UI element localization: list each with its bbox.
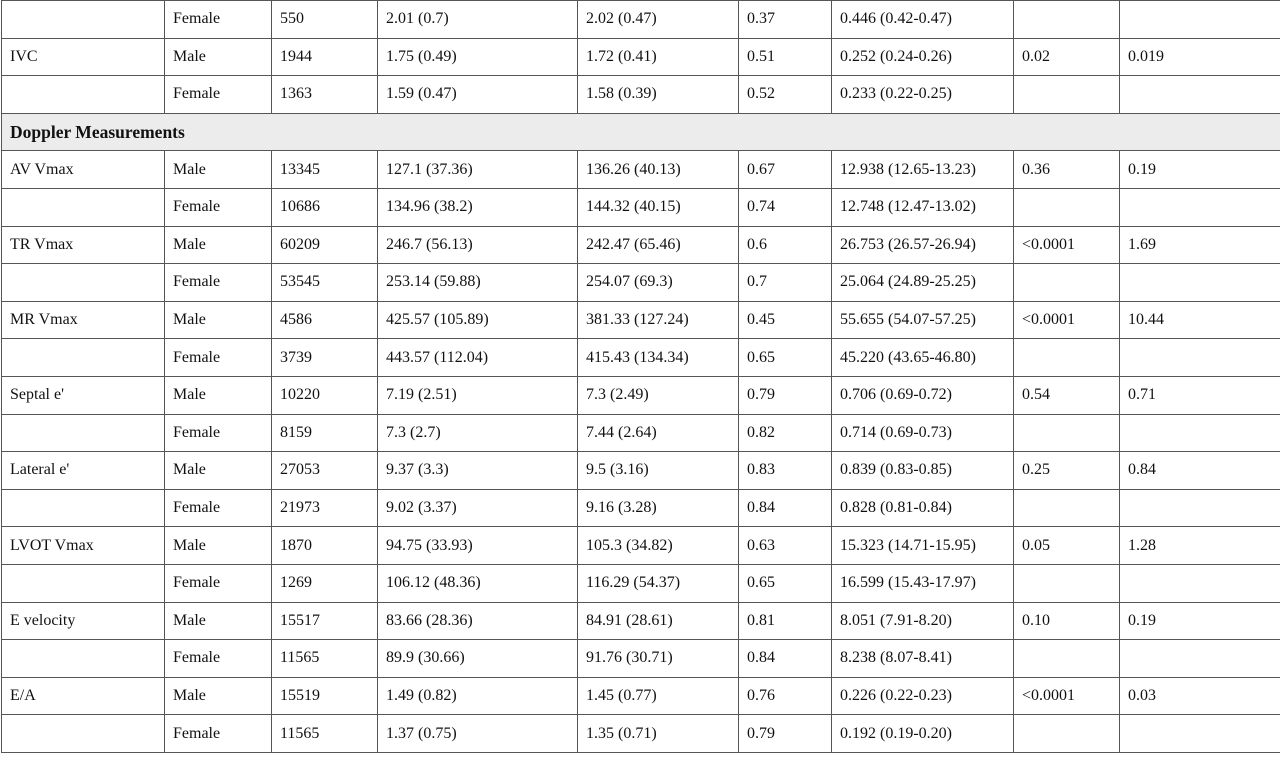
estimate-ci-cell: 55.655 (54.07-57.25) — [832, 301, 1014, 339]
measure-cell — [2, 188, 165, 226]
value-a-cell: 106.12 (48.36) — [378, 564, 578, 602]
value-b-cell: 1.72 (0.41) — [578, 38, 739, 76]
difference-cell: 0.019 — [1120, 38, 1280, 76]
difference-cell — [1120, 76, 1280, 114]
difference-cell: 10.44 — [1120, 301, 1280, 339]
sex-cell: Male — [165, 452, 272, 490]
difference-cell: 0.03 — [1120, 677, 1280, 715]
p-value-cell: 0.36 — [1014, 151, 1120, 189]
value-b-cell: 242.47 (65.46) — [578, 226, 739, 264]
p-value-cell: 0.25 — [1014, 452, 1120, 490]
value-b-cell: 7.3 (2.49) — [578, 376, 739, 414]
estimate-ci-cell: 26.753 (26.57-26.94) — [832, 226, 1014, 264]
estimate-ci-cell: 12.938 (12.65-13.23) — [832, 151, 1014, 189]
difference-cell: 0.19 — [1120, 151, 1280, 189]
table-row — [2, 339, 1280, 377]
table-row — [2, 640, 1280, 678]
sex-cell: Male — [165, 376, 272, 414]
coefficient-cell: 0.63 — [739, 527, 832, 565]
measure-cell — [2, 715, 165, 753]
sex-cell: Male — [165, 151, 272, 189]
coefficient-cell: 0.52 — [739, 76, 832, 114]
estimate-ci-cell: 0.192 (0.19-0.20) — [832, 715, 1014, 753]
p-value-cell: <0.0001 — [1014, 677, 1120, 715]
value-a-cell: 94.75 (33.93) — [378, 527, 578, 565]
coefficient-cell: 0.6 — [739, 226, 832, 264]
estimate-ci-cell: 0.446 (0.42-0.47) — [832, 1, 1014, 39]
value-b-cell: 1.35 (0.71) — [578, 715, 739, 753]
difference-cell: 1.69 — [1120, 226, 1280, 264]
sex-cell: Male — [165, 226, 272, 264]
value-a-cell: 89.9 (30.66) — [378, 640, 578, 678]
coefficient-cell: 0.76 — [739, 677, 832, 715]
n-cell: 10686 — [272, 188, 378, 226]
p-value-cell — [1014, 188, 1120, 226]
value-a-cell: 127.1 (37.36) — [378, 151, 578, 189]
n-cell: 1870 — [272, 527, 378, 565]
n-cell: 1269 — [272, 564, 378, 602]
value-b-cell: 1.45 (0.77) — [578, 677, 739, 715]
p-value-cell — [1014, 339, 1120, 377]
value-b-cell: 381.33 (127.24) — [578, 301, 739, 339]
value-a-cell: 134.96 (38.2) — [378, 188, 578, 226]
sex-cell: Female — [165, 76, 272, 114]
table-row — [2, 602, 1280, 640]
coefficient-cell: 0.83 — [739, 452, 832, 490]
sex-cell: Male — [165, 38, 272, 76]
p-value-cell — [1014, 489, 1120, 527]
n-cell: 15519 — [272, 677, 378, 715]
estimate-ci-cell: 15.323 (14.71-15.95) — [832, 527, 1014, 565]
measure-cell: E velocity — [2, 602, 165, 640]
n-cell: 13345 — [272, 151, 378, 189]
value-a-cell: 7.19 (2.51) — [378, 376, 578, 414]
sex-cell: Female — [165, 1, 272, 39]
difference-cell — [1120, 564, 1280, 602]
sex-cell: Female — [165, 715, 272, 753]
value-a-cell: 7.3 (2.7) — [378, 414, 578, 452]
value-b-cell: 7.44 (2.64) — [578, 414, 739, 452]
difference-cell — [1120, 339, 1280, 377]
sex-cell: Female — [165, 414, 272, 452]
table-row — [2, 564, 1280, 602]
estimate-ci-cell: 0.226 (0.22-0.23) — [832, 677, 1014, 715]
measure-cell: AV Vmax — [2, 151, 165, 189]
estimate-ci-cell: 16.599 (15.43-17.97) — [832, 564, 1014, 602]
p-value-cell: <0.0001 — [1014, 301, 1120, 339]
p-value-cell — [1014, 564, 1120, 602]
table-row — [2, 489, 1280, 527]
p-value-cell: 0.10 — [1014, 602, 1120, 640]
measure-cell: Lateral e' — [2, 452, 165, 490]
coefficient-cell: 0.81 — [739, 602, 832, 640]
n-cell: 10220 — [272, 376, 378, 414]
table-row — [2, 264, 1280, 302]
coefficient-cell: 0.79 — [739, 376, 832, 414]
p-value-cell — [1014, 640, 1120, 678]
difference-cell — [1120, 640, 1280, 678]
sex-cell: Female — [165, 489, 272, 527]
measure-cell — [2, 489, 165, 527]
value-a-cell: 1.75 (0.49) — [378, 38, 578, 76]
sex-cell: Female — [165, 564, 272, 602]
n-cell: 4586 — [272, 301, 378, 339]
measure-cell: LVOT Vmax — [2, 527, 165, 565]
sex-cell: Female — [165, 339, 272, 377]
value-b-cell: 9.5 (3.16) — [578, 452, 739, 490]
coefficient-cell: 0.65 — [739, 339, 832, 377]
value-b-cell: 2.02 (0.47) — [578, 1, 739, 39]
difference-cell: 0.71 — [1120, 376, 1280, 414]
measurements-table — [1, 0, 1280, 753]
value-b-cell: 116.29 (54.37) — [578, 564, 739, 602]
difference-cell: 1.28 — [1120, 527, 1280, 565]
n-cell: 21973 — [272, 489, 378, 527]
difference-cell — [1120, 188, 1280, 226]
value-a-cell: 1.37 (0.75) — [378, 715, 578, 753]
value-b-cell: 105.3 (34.82) — [578, 527, 739, 565]
p-value-cell — [1014, 76, 1120, 114]
table-row — [2, 226, 1280, 264]
measure-cell — [2, 414, 165, 452]
table-row — [2, 527, 1280, 565]
table-row — [2, 151, 1280, 189]
measure-cell: IVC — [2, 38, 165, 76]
sex-cell: Female — [165, 640, 272, 678]
measure-cell — [2, 1, 165, 39]
n-cell: 15517 — [272, 602, 378, 640]
p-value-cell: 0.54 — [1014, 376, 1120, 414]
coefficient-cell: 0.37 — [739, 1, 832, 39]
sex-cell: Female — [165, 188, 272, 226]
estimate-ci-cell: 0.233 (0.22-0.25) — [832, 76, 1014, 114]
p-value-cell — [1014, 1, 1120, 39]
difference-cell — [1120, 414, 1280, 452]
table-row — [2, 76, 1280, 114]
coefficient-cell: 0.67 — [739, 151, 832, 189]
table-row — [2, 188, 1280, 226]
measure-cell — [2, 264, 165, 302]
n-cell: 1363 — [272, 76, 378, 114]
coefficient-cell: 0.84 — [739, 640, 832, 678]
sex-cell: Male — [165, 301, 272, 339]
estimate-ci-cell: 0.839 (0.83-0.85) — [832, 452, 1014, 490]
value-a-cell: 2.01 (0.7) — [378, 1, 578, 39]
p-value-cell: 0.02 — [1014, 38, 1120, 76]
value-b-cell: 1.58 (0.39) — [578, 76, 739, 114]
table-body — [2, 1, 1280, 753]
difference-cell: 0.84 — [1120, 452, 1280, 490]
table-row — [2, 715, 1280, 753]
n-cell: 550 — [272, 1, 378, 39]
difference-cell — [1120, 715, 1280, 753]
value-a-cell: 9.37 (3.3) — [378, 452, 578, 490]
value-a-cell: 425.57 (105.89) — [378, 301, 578, 339]
value-b-cell: 9.16 (3.28) — [578, 489, 739, 527]
value-a-cell: 1.59 (0.47) — [378, 76, 578, 114]
coefficient-cell: 0.84 — [739, 489, 832, 527]
estimate-ci-cell: 8.051 (7.91-8.20) — [832, 602, 1014, 640]
measure-cell: TR Vmax — [2, 226, 165, 264]
p-value-cell — [1014, 264, 1120, 302]
measure-cell — [2, 339, 165, 377]
value-a-cell: 246.7 (56.13) — [378, 226, 578, 264]
difference-cell — [1120, 1, 1280, 39]
n-cell: 27053 — [272, 452, 378, 490]
difference-cell — [1120, 264, 1280, 302]
n-cell: 11565 — [272, 715, 378, 753]
coefficient-cell: 0.45 — [739, 301, 832, 339]
coefficient-cell: 0.82 — [739, 414, 832, 452]
sex-cell: Male — [165, 602, 272, 640]
n-cell: 1944 — [272, 38, 378, 76]
estimate-ci-cell: 0.252 (0.24-0.26) — [832, 38, 1014, 76]
p-value-cell: 0.05 — [1014, 527, 1120, 565]
coefficient-cell: 0.7 — [739, 264, 832, 302]
difference-cell — [1120, 489, 1280, 527]
section-title: Doppler Measurements — [2, 113, 1280, 151]
value-b-cell: 144.32 (40.15) — [578, 188, 739, 226]
coefficient-cell: 0.79 — [739, 715, 832, 753]
value-a-cell: 1.49 (0.82) — [378, 677, 578, 715]
difference-cell: 0.19 — [1120, 602, 1280, 640]
n-cell: 8159 — [272, 414, 378, 452]
table-row — [2, 38, 1280, 76]
estimate-ci-cell: 0.714 (0.69-0.73) — [832, 414, 1014, 452]
measure-cell: MR Vmax — [2, 301, 165, 339]
value-a-cell: 9.02 (3.37) — [378, 489, 578, 527]
estimate-ci-cell: 0.706 (0.69-0.72) — [832, 376, 1014, 414]
estimate-ci-cell: 25.064 (24.89-25.25) — [832, 264, 1014, 302]
value-a-cell: 253.14 (59.88) — [378, 264, 578, 302]
estimate-ci-cell: 8.238 (8.07-8.41) — [832, 640, 1014, 678]
table-row — [2, 301, 1280, 339]
n-cell: 3739 — [272, 339, 378, 377]
p-value-cell: <0.0001 — [1014, 226, 1120, 264]
sex-cell: Male — [165, 677, 272, 715]
measure-cell: Septal e' — [2, 376, 165, 414]
estimate-ci-cell: 12.748 (12.47-13.02) — [832, 188, 1014, 226]
table-row — [2, 452, 1280, 490]
p-value-cell — [1014, 414, 1120, 452]
coefficient-cell: 0.65 — [739, 564, 832, 602]
table-row — [2, 677, 1280, 715]
measure-cell — [2, 640, 165, 678]
value-b-cell: 84.91 (28.61) — [578, 602, 739, 640]
estimate-ci-cell: 0.828 (0.81-0.84) — [832, 489, 1014, 527]
measure-cell: E/A — [2, 677, 165, 715]
value-b-cell: 91.76 (30.71) — [578, 640, 739, 678]
table-row — [2, 1, 1280, 39]
measure-cell — [2, 564, 165, 602]
p-value-cell — [1014, 715, 1120, 753]
n-cell: 60209 — [272, 226, 378, 264]
n-cell: 11565 — [272, 640, 378, 678]
value-b-cell: 136.26 (40.13) — [578, 151, 739, 189]
section-header-row — [2, 113, 1280, 151]
n-cell: 53545 — [272, 264, 378, 302]
estimate-ci-cell: 45.220 (43.65-46.80) — [832, 339, 1014, 377]
sex-cell: Female — [165, 264, 272, 302]
value-b-cell: 415.43 (134.34) — [578, 339, 739, 377]
coefficient-cell: 0.74 — [739, 188, 832, 226]
value-a-cell: 83.66 (28.36) — [378, 602, 578, 640]
sex-cell: Male — [165, 527, 272, 565]
value-a-cell: 443.57 (112.04) — [378, 339, 578, 377]
coefficient-cell: 0.51 — [739, 38, 832, 76]
value-b-cell: 254.07 (69.3) — [578, 264, 739, 302]
table-row — [2, 414, 1280, 452]
table-row — [2, 376, 1280, 414]
measure-cell — [2, 76, 165, 114]
